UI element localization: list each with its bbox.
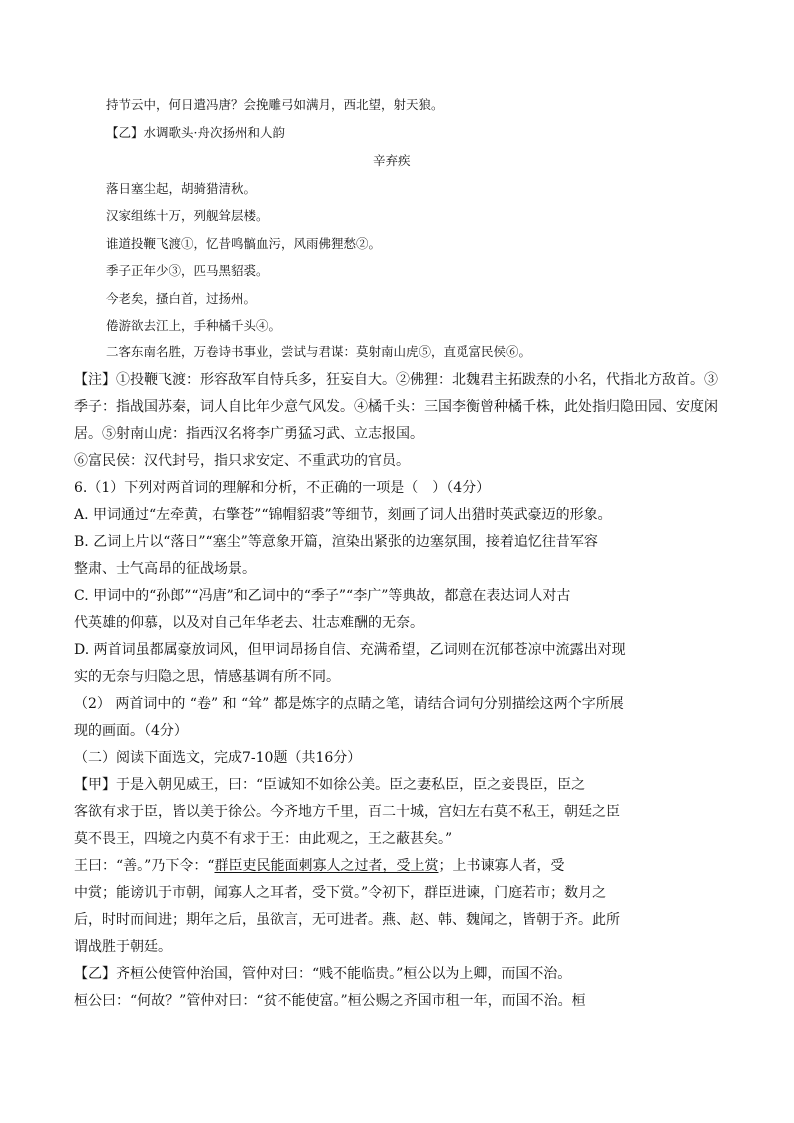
passage-jia-line: 后，时时而间进；期年之后，虽欲言，无可进者。燕、赵、韩、魏闻之，皆朝于齐。此所	[74, 912, 620, 928]
passage-jia-line: 中赏；能谤讥于市朝，闻寡人之耳者，受下赏。”令初下，群臣进谏，门庭若市；数月之	[74, 885, 607, 901]
note-line: 【注】①投鞭飞渡：形容敌军自恃兵多，狂妄自大。②佛狸：北魏君主拓跋焘的小名，代指北方敌首。③	[74, 372, 718, 388]
note-line: ⑥富民侯：汉代封号，指只求安定、不重武功的官员。	[74, 453, 410, 469]
option-d: D. 两首词虽都属豪放词风，但甲词昂扬自信、充满希望，乙词则在沉郁苍凉中流露出对现	[74, 642, 626, 658]
option-b-cont: 整肃、士气高昂的征战场景。	[74, 561, 256, 577]
passage-yi-line: 桓公曰：“何故？”管仲对曰：“贫不能使富。”桓公赐之齐国市租一年，而国不治。桓	[74, 993, 586, 1009]
poem-jia-tail: 持节云中，何日遣冯唐？会挽雕弓如满月，西北望，射天狼。	[106, 97, 444, 112]
section-2-heading: （二）阅读下面选文，完成7-10题（共16分）	[74, 750, 362, 766]
poem-line: 谁道投鞭飞渡①，忆昔鸣髇血污，风雨佛狸愁②。	[106, 236, 382, 251]
question-6-part-2-cont: 现的画面。（4分）	[74, 723, 188, 739]
passage-jia-line: 客欲有求于臣，皆以美于徐公。今齐地方千里，百二十城，宫妇左右莫不私王，朝廷之臣	[74, 804, 620, 820]
poem-line: 汉家组练十万，列舰耸层楼。	[106, 208, 269, 223]
decree-suffix: ；上书谏寡人者，受	[438, 858, 565, 874]
poem-line: 倦游欲去江上，手种橘千头④。	[106, 318, 282, 333]
poem-line: 今老矣，搔白首，过扬州。	[106, 291, 257, 306]
poem-line: 落日塞尘起，胡骑猎清秋。	[106, 181, 257, 196]
decree-underlined-phrase: 群臣吏民能面刺寡人之过者，受上赏	[214, 858, 439, 874]
decree-prefix: 王曰：“善。”乃下令：“	[74, 858, 215, 874]
passage-jia-line: 莫不畏王，四境之内莫不有求于王：由此观之，王之蔽甚矣。”	[74, 831, 453, 847]
option-c-cont: 代英雄的仰慕，以及对自己年华老去、壮志难酬的无奈。	[74, 615, 424, 631]
poem-yi-title: 【乙】水调歌头·舟次扬州和人韵	[106, 125, 285, 140]
option-d-cont: 实的无奈与归隐之思，情感基调有所不同。	[74, 669, 340, 685]
passage-jia-line: 谓战胜于朝廷。	[74, 939, 172, 955]
poem-yi-author: 辛弃疾	[373, 153, 411, 168]
poem-line: 季子正年少③，匹马黑貂裘。	[106, 263, 269, 278]
passage-jia-decree-line	[74, 857, 564, 875]
option-a: A. 甲词通过“左牵黄，右擎苍”“锦帽貂裘”等细节，刻画了词人出猎时英武豪迈的形象。	[74, 507, 612, 523]
poem-line: 二客东南名胜，万卷诗书事业，尝试与君谋：莫射南山虎⑤，直觅富民侯⑥。	[106, 344, 532, 359]
note-line: 季子：指战国苏秦，词人自比年少意气风发。④橘千头：三国李衡曾种橘千株，此处指归隐田园、安度闲	[74, 399, 718, 415]
option-b: B. 乙词上片以“落日”“塞尘”等意象开篇，渲染出紧张的边塞氛围，接着追忆往昔军容	[74, 534, 598, 550]
question-6-part-2: （2） 两首词中的 “卷” 和 “耸” 都是炼字的点睛之笔，请结合词句分别描绘这两个字所展	[74, 696, 624, 712]
note-line: 居。⑤射南山虎：指西汉名将李广勇猛习武、立志报国。	[74, 426, 424, 442]
question-6-stem: 6.（1）下列对两首词的理解和分析，不正确的一项是（ ）（4分）	[74, 480, 491, 496]
passage-jia-line: 【甲】于是入朝见威王，曰：“臣诚知不如徐公美。臣之妻私臣，臣之妾畏臣，臣之	[74, 777, 586, 793]
option-c: C. 甲词中的“孙郎”“冯唐”和乙词中的“季子”“李广”等典故，都意在表达词人对古	[74, 588, 571, 604]
passage-yi-line: 【乙】齐桓公使管仲治国，管仲对曰：“贱不能临贵。”桓公以为上卿，而国不治。	[74, 966, 572, 982]
